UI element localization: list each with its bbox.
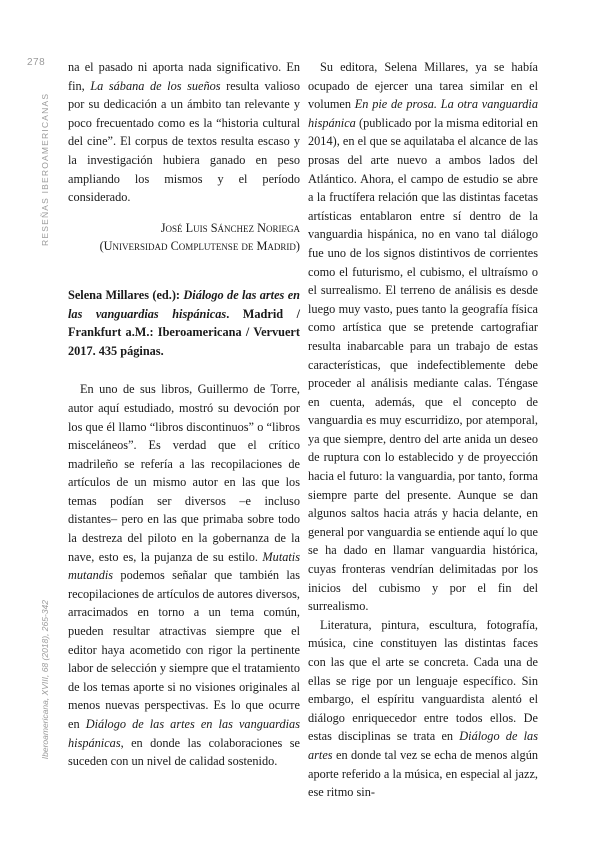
paragraph bbox=[68, 380, 300, 770]
text-run: na el pasado ni aporta nada significativo. En fin, bbox=[68, 60, 300, 93]
italic-text: Diálogo de las artes en las vanguardias hispánicas bbox=[68, 287, 300, 321]
italic-text: En pie de prosa. La otra vanguardia hispánica bbox=[308, 97, 538, 130]
right-column bbox=[308, 58, 538, 802]
paragraph bbox=[308, 58, 538, 616]
review-signature bbox=[68, 219, 300, 256]
author-affiliation: (Universidad Complutense de Madrid) bbox=[99, 239, 300, 254]
left-column bbox=[68, 58, 300, 771]
author-name: José Luis Sánchez Noriega bbox=[160, 220, 300, 235]
text-run: (publicado por la misma editorial en 2014), en el que se aquilataba el alcance de las prosas del arte nuevo a ambos lados del Atlántico. Ahora, el campo de estudio se abre a la fructífera relación que las distintas facetas artísticas entablaron entre sí dentro de la vanguardia hispánica, no en vano tal diálogo fue uno de los signos distintivos de corrientes como el futurismo, el cubismo, el ultraísmo o el surrealismo. El terreno de análisis es desde luego muy vasto, pues tanto la geografía física como artística que se pretende cartografiar resulta inabarcable para un trabajo de estas características, que indefectiblemente debe proceder al análisis mediante calas. Téngase en cuenta, además, que el concepto de vanguardia es muy escurridizo, por atemporal, ya que siempre, dentro del arte anida un deseo de ruptura con lo establecido y de proyección hacia el futuro: la vanguardia, por tanto, forma siempre parte del presente. Aunque se dan algunos saltos hacia atrás y hacia delante, en general por vanguardia se entiende aquí lo que se ha dado en llamar vanguardia histórica, cuyas fronteras vendrían delimitadas por los inicios del cubismo y por el fin del surrealismo. bbox=[308, 115, 538, 614]
italic-text: Diálogo de las artes en las vanguardias hispánicas bbox=[68, 717, 300, 750]
text-run: Su editora, Selena Millares, ya se había ocupado de ejercer una tarea similar en el volumen bbox=[308, 60, 538, 112]
text-run: . Madrid / Frankfurt a.M.: Iberoamericana / Vervuert 2017. 435 páginas. bbox=[68, 306, 300, 358]
paragraph bbox=[68, 58, 300, 207]
journal-citation: Iberoamericana, XVIII, 68 (2018), 265-342 bbox=[40, 600, 50, 760]
page-number: 278 bbox=[27, 57, 46, 68]
text-run: En uno de sus libros, Guillermo de Torre, autor aquí estudiado, mostró su devoción por los que él llamo “libros discontinuos” o “libros misceláneos”. Es verdad que el crítico madrileño se refería a las recopilaciones de artículos de un mismo autor en las que los temas podían ser diversos –e incluso distantes– pero en las que primaba sobre todo la destreza del piloto en la gobernanza de la nave, esto es, la pujanza de su estilo. bbox=[68, 382, 300, 564]
italic-text: Mutatis mutandis bbox=[68, 549, 300, 583]
text-run: en donde tal vez se echa de menos algún aporte referido a la música, en especial al jazz, ese ritmo sin- bbox=[308, 747, 538, 800]
review-heading bbox=[68, 286, 300, 360]
italic-text: La sábana de los sueños bbox=[90, 78, 221, 93]
italic-text: Diálogo de las artes bbox=[308, 729, 538, 762]
text-run: podemos señalar que también las recopilaciones de artículos de autores diversos, arracimados en torno a un tema común, pueden resultar atractivas siempre que el editor haya acometido con rigor la pertinente labor de selección y siempre que el tratamiento de los temas aporte si no visiones originales al menos nuevas perspectivas. Es lo que ocurre en bbox=[68, 568, 300, 731]
text-run: Selena Millares (ed.): bbox=[68, 287, 184, 302]
text-run: Literatura, pintura, escultura, fotografía, música, cine constituyen las distintas faces con las que el arte se concreta. Cada una de ellas se rige por un lenguaje específico. Sin embargo, el espíritu vanguardista alentó el diálogo enriquecedor entre todos ellos. De estas disciplinas se trata en bbox=[308, 617, 538, 744]
text-run: , en donde las colaboraciones se suceden con un nivel de calidad sostenido. bbox=[68, 735, 300, 769]
text-run: resulta valioso por su dedicación a un ámbito tan relevante y poco frecuentado como es la “historia cultural del cine”. El corpus de textos resulta escaso y la investigación hubiera ganado en peso ampliando los mismos y el período considerado. bbox=[68, 78, 300, 205]
paragraph bbox=[308, 616, 538, 802]
journal-section-label: RESEÑAS IBEROAMERICANAS bbox=[40, 92, 50, 246]
